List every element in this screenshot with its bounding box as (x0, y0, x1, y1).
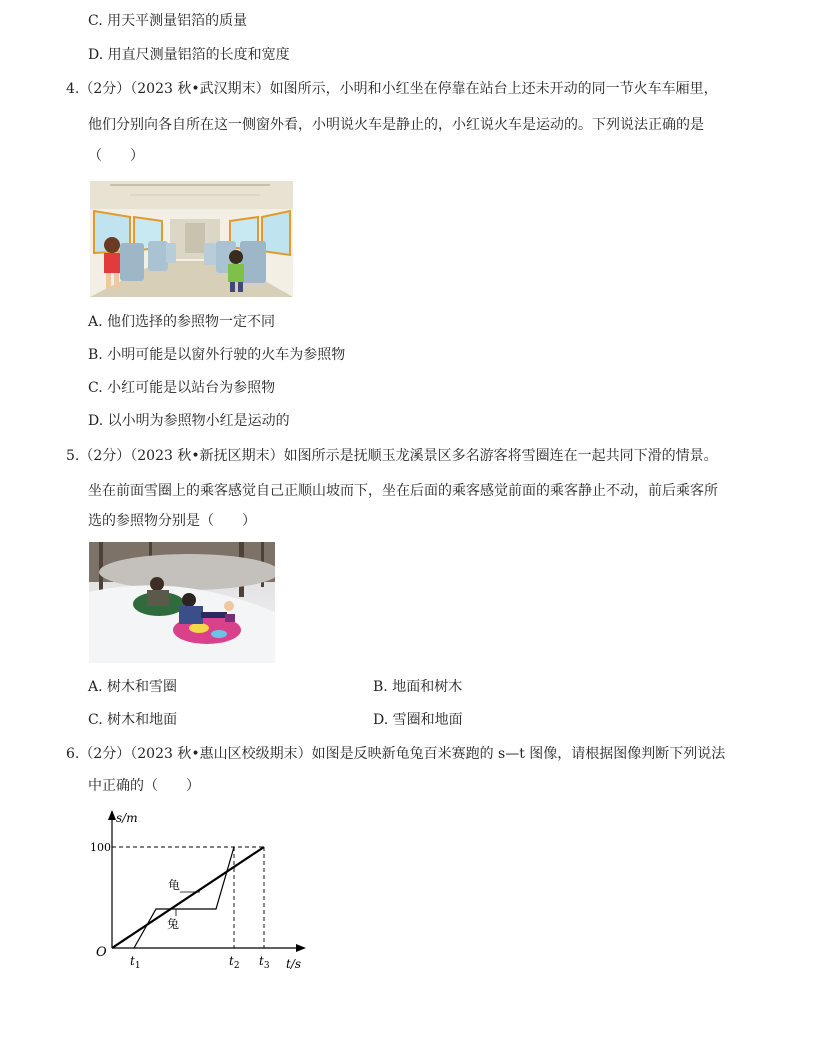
x-axis-label: t/s (286, 957, 302, 971)
x-tick-t1: $t_1$ (130, 954, 141, 971)
q5-option-d: D. 雪圈和地面 (373, 712, 463, 728)
y-tick-100: 100 (90, 841, 111, 854)
prev-option-d: D. 用直尺测量铝箔的长度和宽度 (88, 47, 290, 63)
q6-stem-line1: 6.（2分）（2023 秋•惠山区校级期末）如图是反映新龟兔百米赛跑的 s—t 图像，请根据图像判断下列说法 (66, 746, 726, 762)
origin-label: O (96, 945, 107, 960)
rabbit-line (134, 847, 234, 948)
q4-stem-line1: 4.（2分）（2023 秋•武汉期末）如图所示，小明和小红坐在停靠在站台上还未开动的同一节火车车厢里， (66, 81, 718, 97)
turtle-label: 龟 (168, 878, 181, 892)
prev-option-c: C. 用天平测量铝箔的质量 (88, 13, 248, 29)
q5-option-b: B. 地面和树木 (373, 679, 463, 695)
q4-option-d: D. 以小明为参照物小红是运动的 (88, 413, 290, 429)
q4-option-c: C. 小红可能是以站台为参照物 (88, 380, 276, 396)
x-tick-t3: $t_3$ (259, 954, 270, 971)
x-axis-arrow (296, 944, 306, 952)
y-axis-label: s/m (116, 811, 138, 825)
q5-stem-line1: 5.（2分）（2023 秋•新抚区期末）如图所示是抚顺玉龙溪景区多名游客将雪圈连在一起共同下滑的情景。 (66, 448, 718, 464)
q4-option-b: B. 小明可能是以窗外行驶的火车为参照物 (88, 347, 346, 363)
turtle-line (112, 847, 264, 948)
q5-option-a: A. 树木和雪圈 (88, 679, 178, 695)
q5-snow-tube-photo (89, 542, 275, 663)
q6-st-graph (88, 808, 318, 978)
y-axis-arrow (108, 810, 116, 820)
q6-stem-line2: 中正确的（ ） (88, 778, 200, 794)
q5-stem-line3: 选的参照物分别是（ ） (88, 513, 256, 529)
q4-train-illustration (90, 181, 293, 297)
q5-option-c: C. 树木和地面 (88, 712, 178, 728)
q4-option-a: A. 他们选择的参照物一定不同 (88, 314, 276, 330)
q5-stem-line2: 坐在前面雪圈上的乘客感觉自己正顺山坡而下，坐在后面的乘客感觉前面的乘客静止不动，前后乘客所 (88, 483, 718, 499)
rabbit-label: 兔 (167, 917, 180, 931)
q4-stem-line3: （ ） (88, 148, 144, 164)
x-tick-t2: $t_2$ (229, 954, 240, 971)
q4-stem-line2: 他们分别向各自所在这一侧窗外看，小明说火车是静止的，小红说火车是运动的。下列说法正确的是 (88, 117, 704, 133)
